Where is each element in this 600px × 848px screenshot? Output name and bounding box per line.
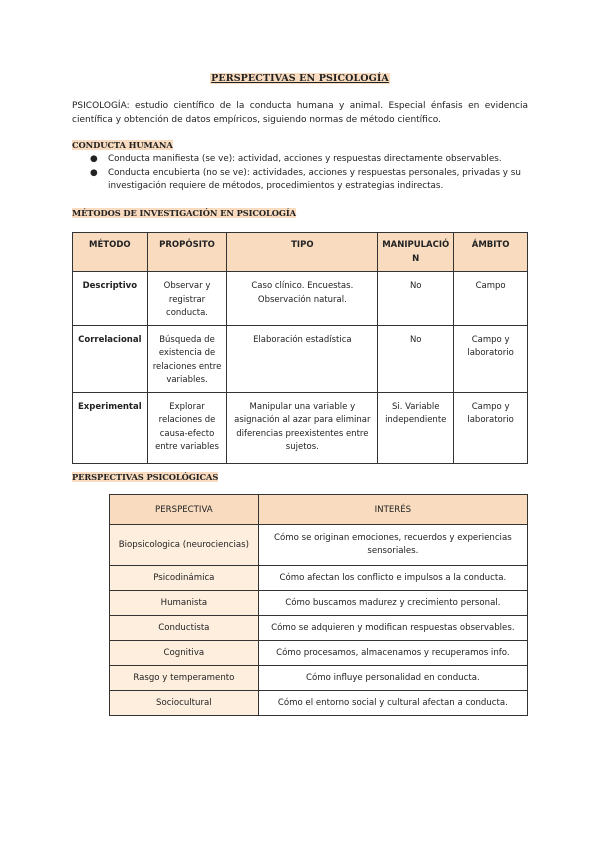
cell-interes: Cómo influye personalidad en conducta. [258, 666, 527, 691]
list-item: ● Conducta encubierta (no se ve): actividades, acciones y respuestas personales, privadas y su investigación requiere de métodos, procedimientos y estrategias indirectas. [90, 167, 521, 191]
cell-ambito: Campo y laboratorio [454, 392, 528, 463]
bullet-icon: ● [90, 154, 98, 164]
cell-proposito: Búsqueda de existencia de relaciones entre variables. [147, 325, 227, 392]
col-header-tipo: TIPO [227, 233, 378, 272]
conducta-list [72, 153, 528, 194]
table-row [110, 591, 528, 616]
cell-metodo: Correlacional [73, 325, 148, 392]
cell-proposito: Observar y registrar conducta. [147, 272, 227, 326]
table-row [110, 566, 528, 591]
cell-interes: Cómo se originan emociones, recuerdos y experiencias sensoriales. [258, 525, 527, 566]
cell-ambito: Campo y laboratorio [454, 325, 528, 392]
table-header-row [110, 495, 528, 525]
cell-interes: Cómo afectan los conflicto e impulsos a la conducta. [258, 566, 527, 591]
cell-perspectiva: Rasgo y temperamento [110, 666, 259, 691]
cell-tipo: Elaboración estadística [227, 325, 378, 392]
list-item: ● Conducta manifiesta (se ve): actividad, acciones y respuestas directamente observables. [72, 153, 528, 167]
table-header-row [73, 233, 528, 272]
cell-tipo: Caso clínico. Encuestas. Observación natural. [227, 272, 378, 326]
cell-interes: Cómo procesamos, almacenamos y recuperamos info. [258, 641, 527, 666]
col-header-metodo: MÉTODO [73, 233, 148, 272]
cell-perspectiva: Biopsicologica (neurociencias) [110, 525, 259, 566]
cell-ambito: Campo [454, 272, 528, 326]
cell-metodo: Experimental [73, 392, 148, 463]
table-row [73, 272, 528, 326]
perspectivas-table [109, 494, 528, 716]
cell-manipulacion: Si. Variable independiente [378, 392, 454, 463]
cell-interes: Cómo se adquieren y modifican respuestas observables. [258, 616, 527, 641]
cell-interes: Cómo el entorno social y cultural afectan a conducta. [258, 691, 527, 716]
cell-tipo: Manipular una variable y asignación al azar para eliminar diferencias preexistentes entre sujetos. [227, 392, 378, 463]
table-row [110, 666, 528, 691]
metodos-table [72, 232, 528, 464]
perspectivas-heading: PERSPECTIVAS PSICOLÓGICAS [72, 472, 219, 482]
cell-perspectiva: Conductista [110, 616, 259, 641]
conducta-heading: CONDUCTA HUMANA [72, 140, 173, 150]
table-row [110, 616, 528, 641]
cell-manipulacion: No [378, 325, 454, 392]
cell-metodo: Descriptivo [73, 272, 148, 326]
cell-perspectiva: Humanista [110, 591, 259, 616]
page-title: PERSPECTIVAS EN PSICOLOGÍA [211, 73, 389, 84]
table-row [110, 641, 528, 666]
intro-paragraph: PSICOLOGÍA: estudio científico de la conducta humana y animal. Especial énfasis en evidencia científica y obtención de datos empíricos, siguiendo normas de método científico. [72, 101, 528, 125]
col-header-interes: INTERÉS [258, 495, 527, 525]
cell-manipulacion: No [378, 272, 454, 326]
table-row [73, 325, 528, 392]
table-row [73, 392, 528, 463]
col-header-ambito: ÁMBITO [454, 233, 528, 272]
cell-perspectiva: Cognitiva [110, 641, 259, 666]
table-row [110, 525, 528, 566]
cell-interes: Cómo buscamos madurez y crecimiento personal. [258, 591, 527, 616]
bullet-icon: ● [90, 167, 98, 178]
col-header-perspectiva: PERSPECTIVA [110, 495, 259, 525]
cell-perspectiva: Sociocultural [110, 691, 259, 716]
cell-proposito: Explorar relaciones de causa-efecto entre variables [147, 392, 227, 463]
col-header-manipulacion: MANIPULACIÓN [378, 233, 454, 272]
cell-perspectiva: Psicodinámica [110, 566, 259, 591]
table-row [110, 691, 528, 716]
metodos-heading: MÉTODOS DE INVESTIGACIÓN EN PSICOLOGÍA [72, 208, 297, 218]
col-header-proposito: PROPÓSITO [147, 233, 227, 272]
